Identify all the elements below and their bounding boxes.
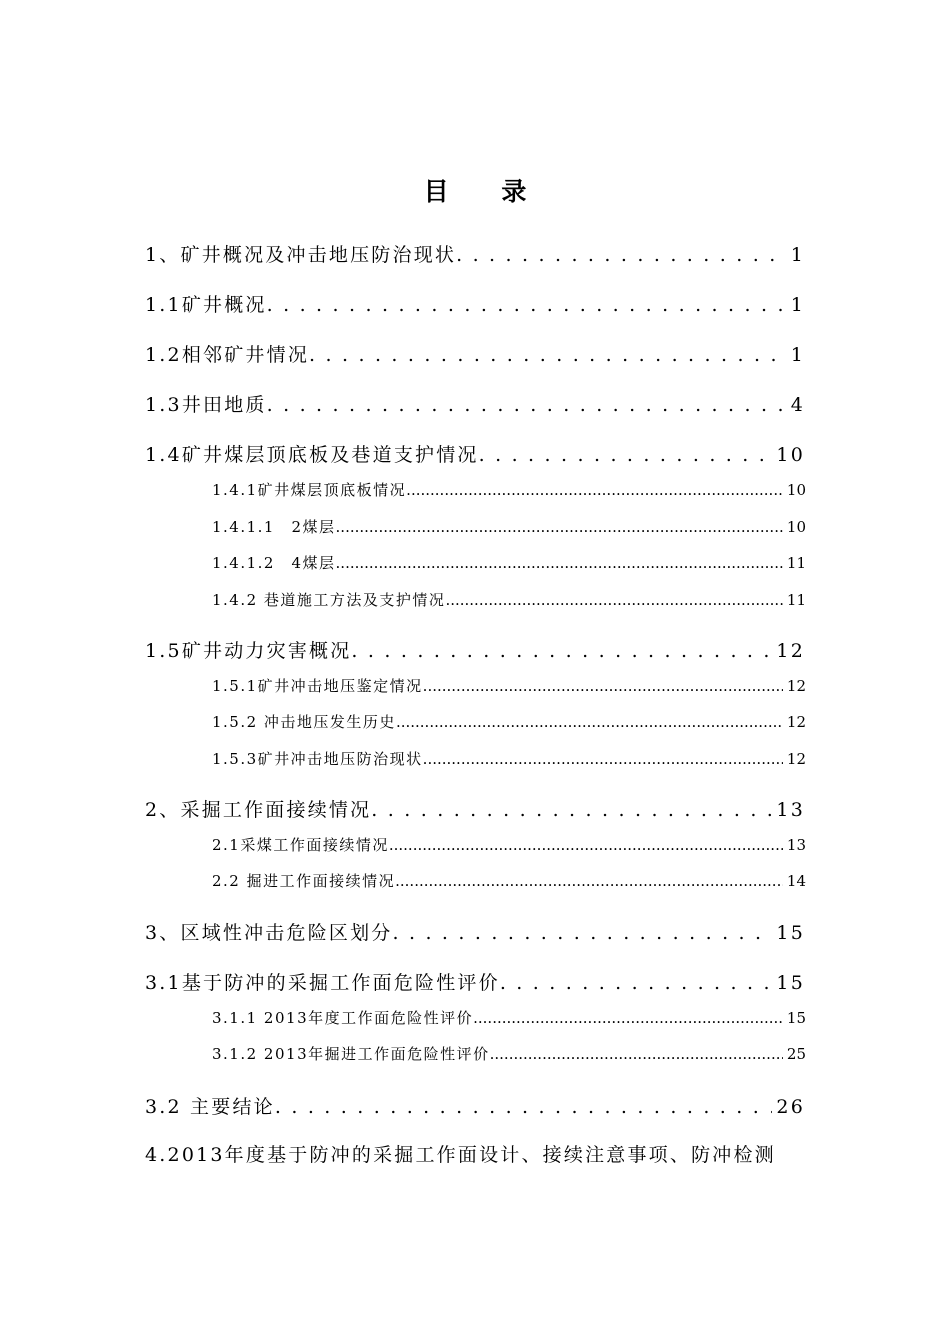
toc-entry-page: 12	[786, 750, 806, 768]
toc-entry-label: 1.3井田地质	[145, 394, 267, 416]
toc-entry[interactable]	[145, 340, 805, 367]
leader-dots	[336, 518, 783, 536]
toc-entry-page: 13	[776, 799, 805, 821]
page-title: 目 录	[423, 177, 549, 206]
toc-entry-label: 4.2013年度基于防冲的采掘工作面设计、接续注意事项、防冲检测	[145, 1144, 776, 1166]
toc-entry-label: 2.2 掘进工作面接续情况	[212, 872, 396, 890]
toc-entry[interactable]	[145, 795, 805, 822]
toc-entry[interactable]	[145, 968, 805, 995]
leader-dots	[445, 591, 782, 609]
toc-entry-page: 15	[776, 972, 805, 994]
toc-entry-page: 15	[786, 1009, 806, 1027]
leader-dots	[389, 836, 783, 854]
toc-entry-page: 25	[786, 1045, 806, 1063]
toc-entry-page: 11	[786, 554, 806, 572]
toc-subentry[interactable]	[212, 834, 806, 855]
toc-entry-label: 3.1.1 2013年度工作面危险性评价	[212, 1009, 474, 1027]
toc-entry-label: 1.5.2 冲击地压发生历史	[212, 713, 396, 731]
toc-subentry[interactable]	[212, 748, 806, 769]
toc-entry-page: 10	[786, 518, 806, 536]
leader-dots	[406, 481, 783, 499]
toc-subentry[interactable]	[212, 1043, 806, 1064]
toc-entry-page: 12	[786, 713, 806, 731]
toc-entry-page: 15	[776, 922, 805, 944]
toc-entry-page: 26	[776, 1096, 805, 1118]
toc-entry-label: 1.4.1.2 4煤层	[212, 554, 336, 572]
toc-entry-page: 1	[790, 294, 805, 316]
toc-entry-label: 1.2相邻矿井情况	[145, 344, 310, 366]
toc-entry[interactable]	[145, 1092, 805, 1119]
toc-entry-label: 3、区域性冲击危险区划分	[145, 922, 393, 944]
toc-entry-label: 1.4.1矿井煤层顶底板情况	[212, 481, 407, 499]
toc-subentry[interactable]	[212, 552, 806, 573]
toc-entry-page: 11	[786, 591, 806, 609]
leader-dots	[267, 294, 787, 316]
toc-entry-page: 1	[790, 344, 805, 366]
leader-dots	[479, 444, 773, 466]
toc-entry-label: 3.2 主要结论	[145, 1096, 275, 1118]
toc-entry-label: 1.5.3矿井冲击地压防治现状	[212, 750, 423, 768]
toc-entry-label: 2.1采煤工作面接续情况	[212, 836, 389, 854]
toc-entry-label: 1、矿井概况及冲击地压防治现状	[145, 244, 457, 266]
toc-entry-label: 1.4矿井煤层顶底板及巷道支护情况	[145, 444, 479, 466]
toc-entry[interactable]	[145, 918, 805, 945]
toc-entry-page: 12	[786, 677, 806, 695]
leader-dots	[336, 554, 783, 572]
toc-subentry[interactable]	[212, 1007, 806, 1028]
toc-entry[interactable]	[145, 636, 805, 663]
toc-entry-page: 4	[790, 394, 805, 416]
leader-dots	[456, 244, 787, 266]
toc-subentry[interactable]	[212, 479, 806, 500]
toc-subentry[interactable]	[212, 711, 806, 732]
leader-dots	[267, 394, 787, 416]
toc-entry-page: 14	[786, 872, 806, 890]
toc-entry-label: 1.4.2 巷道施工方法及支护情况	[212, 591, 446, 609]
toc-subentry[interactable]	[212, 675, 806, 696]
toc-entry-label: 2、采掘工作面接续情况	[145, 799, 372, 821]
leader-dots	[423, 750, 783, 768]
toc-entry[interactable]	[145, 240, 805, 267]
leader-dots	[396, 713, 783, 731]
leader-dots	[423, 677, 783, 695]
toc-entry-label: 1.5.1矿井冲击地压鉴定情况	[212, 677, 423, 695]
toc-entry[interactable]	[145, 390, 805, 417]
toc-entry-label: 1.4.1.1 2煤层	[212, 518, 336, 536]
leader-dots	[309, 344, 787, 366]
leader-dots	[473, 1009, 783, 1027]
leader-dots	[275, 1096, 773, 1118]
leader-dots	[393, 922, 773, 944]
toc-entry-page: 12	[776, 640, 805, 662]
toc-entry-label: 3.1.2 2013年掘进工作面危险性评价	[212, 1045, 490, 1063]
toc-entry-page: 1	[790, 244, 805, 266]
toc-entry-continued[interactable]	[145, 1140, 815, 1167]
toc-entry-page: 10	[786, 481, 806, 499]
leader-dots	[395, 872, 783, 890]
toc-entry[interactable]	[145, 440, 805, 467]
leader-dots	[371, 799, 772, 821]
leader-dots	[490, 1045, 783, 1063]
toc-entry-label: 1.5矿井动力灾害概况	[145, 640, 352, 662]
toc-subentry[interactable]	[212, 870, 806, 891]
toc-entry[interactable]	[145, 290, 805, 317]
leader-dots	[500, 972, 773, 994]
toc-subentry[interactable]	[212, 516, 806, 537]
toc-entry-page: 10	[776, 444, 805, 466]
toc-entry-label: 1.1矿井概况	[145, 294, 267, 316]
toc-entry-page: 13	[786, 836, 806, 854]
toc-entry-label: 3.1基于防冲的采掘工作面危险性评价	[145, 972, 500, 994]
leader-dots	[351, 640, 772, 662]
toc-subentry[interactable]	[212, 589, 806, 610]
